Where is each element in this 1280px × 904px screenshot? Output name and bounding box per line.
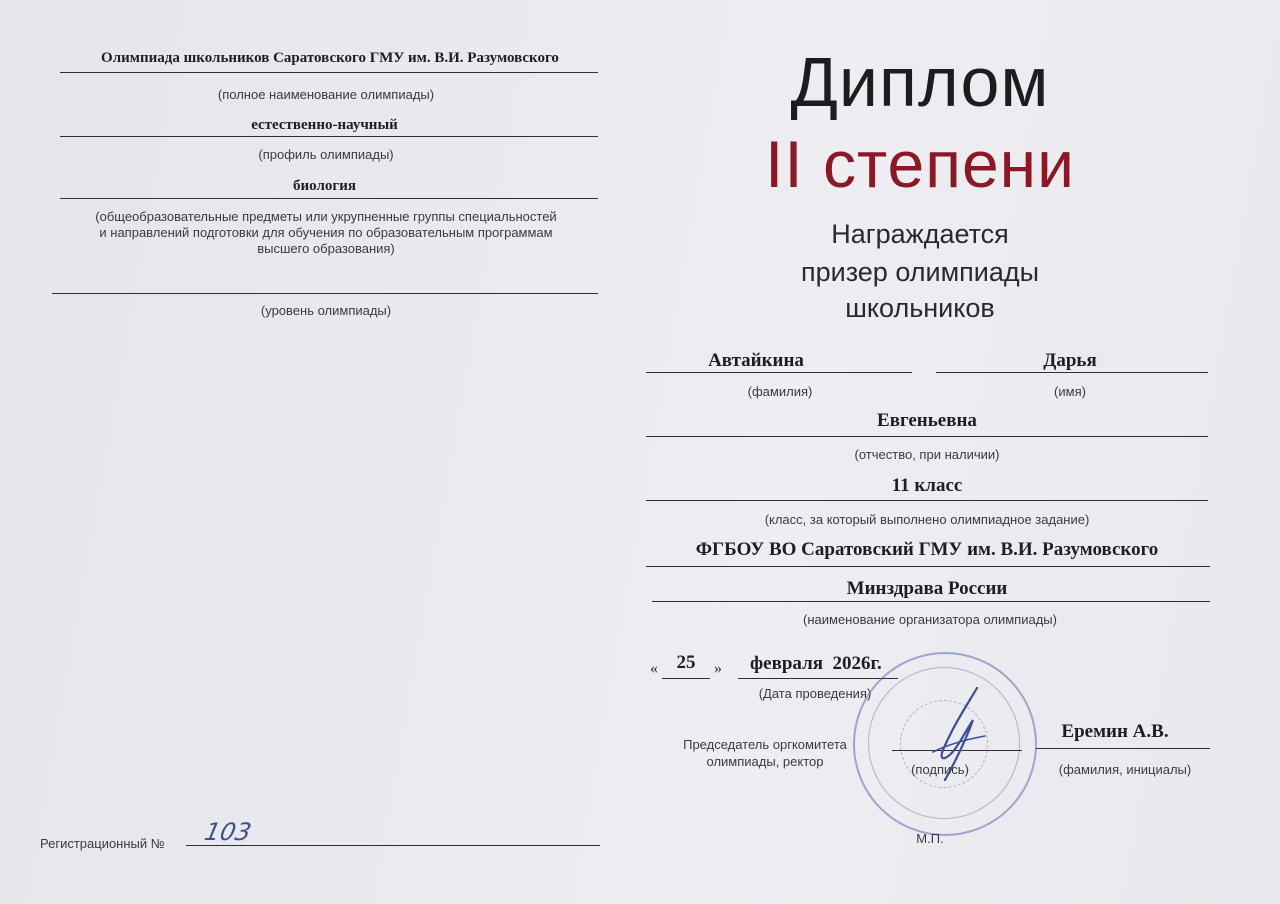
subject-caption-1: (общеобразовательные предметы или укрупненные группы специальностей — [95, 209, 557, 224]
registration-number: 103 — [202, 818, 254, 846]
name-value: Дарья — [1043, 350, 1097, 371]
awarded-line-1: Награждается — [831, 219, 1009, 249]
grade-value: 11 класс — [891, 475, 963, 496]
seal-caption: М.П. — [916, 831, 944, 846]
awarded-line-2: призер олимпиады — [800, 257, 1040, 287]
date-quote-open: « — [650, 660, 658, 677]
organizer-caption: (наименование организатора олимпиады) — [803, 612, 1057, 627]
date-caption: (Дата проведения) — [758, 686, 872, 701]
organizer-line-2: Минздрава России — [846, 578, 1008, 599]
subject-value: биология — [293, 178, 356, 194]
surname-caption: (фамилия) — [747, 384, 813, 399]
subject-line — [60, 198, 598, 199]
signer-name: Еремин А.В. — [1061, 721, 1169, 742]
olympiad-name-caption: (полное наименование олимпиады) — [217, 87, 435, 102]
profile-caption: (профиль олимпиады) — [258, 147, 394, 162]
patronymic-caption: (отчество, при наличии) — [854, 447, 1000, 462]
diploma-degree: II степени — [765, 127, 1075, 201]
organizer-rule-2 — [652, 601, 1210, 602]
olympiad-name: Олимпиада школьников Саратовского ГМУ им. В.И. Разумовского — [101, 50, 559, 66]
subject-caption-2: и направлений подготовки для обучения по образовательным программам — [99, 225, 553, 240]
organizer-line-1: ФГБОУ ВО Саратовский ГМУ им. В.И. Разумовского — [695, 539, 1159, 560]
date-month-year: февраля 2026г. — [750, 653, 882, 674]
grade-line — [646, 500, 1208, 501]
diploma-title: Диплом — [790, 43, 1050, 121]
organizer-rule-1 — [646, 566, 1210, 567]
grade-caption: (класс, за который выполнено олимпиадное задание) — [764, 512, 1090, 527]
name-caption: (имя) — [1054, 384, 1086, 399]
surname-line — [646, 372, 912, 373]
registration-label: Регистрационный № — [40, 836, 165, 851]
date-day-line — [662, 678, 710, 679]
chairman-label-1: Председатель оргкомитета — [683, 737, 847, 752]
awarded-line-3: школьников — [845, 293, 995, 323]
name-line — [936, 372, 1208, 373]
profile-value: естественно-научный — [251, 117, 398, 133]
chairman-label-2: олимпиады, ректор — [706, 754, 824, 769]
registration-line — [186, 845, 600, 846]
patronymic-line — [646, 436, 1208, 437]
date-month-line — [738, 678, 898, 679]
subject-caption-3: высшего образования) — [257, 241, 395, 256]
level-caption: (уровень олимпиады) — [260, 303, 392, 318]
profile-line — [60, 136, 598, 137]
signature-caption: (подпись) — [911, 762, 969, 777]
olympiad-name-line — [60, 72, 598, 73]
patronymic-value: Евгеньевна — [877, 410, 977, 431]
date-day: 25 — [676, 652, 696, 673]
date-quote-close: » — [714, 660, 722, 677]
signer-caption: (фамилия, инициалы) — [1058, 762, 1192, 777]
surname-value: Автайкина — [708, 350, 804, 371]
signer-line — [1036, 748, 1210, 749]
level-line — [52, 293, 598, 294]
